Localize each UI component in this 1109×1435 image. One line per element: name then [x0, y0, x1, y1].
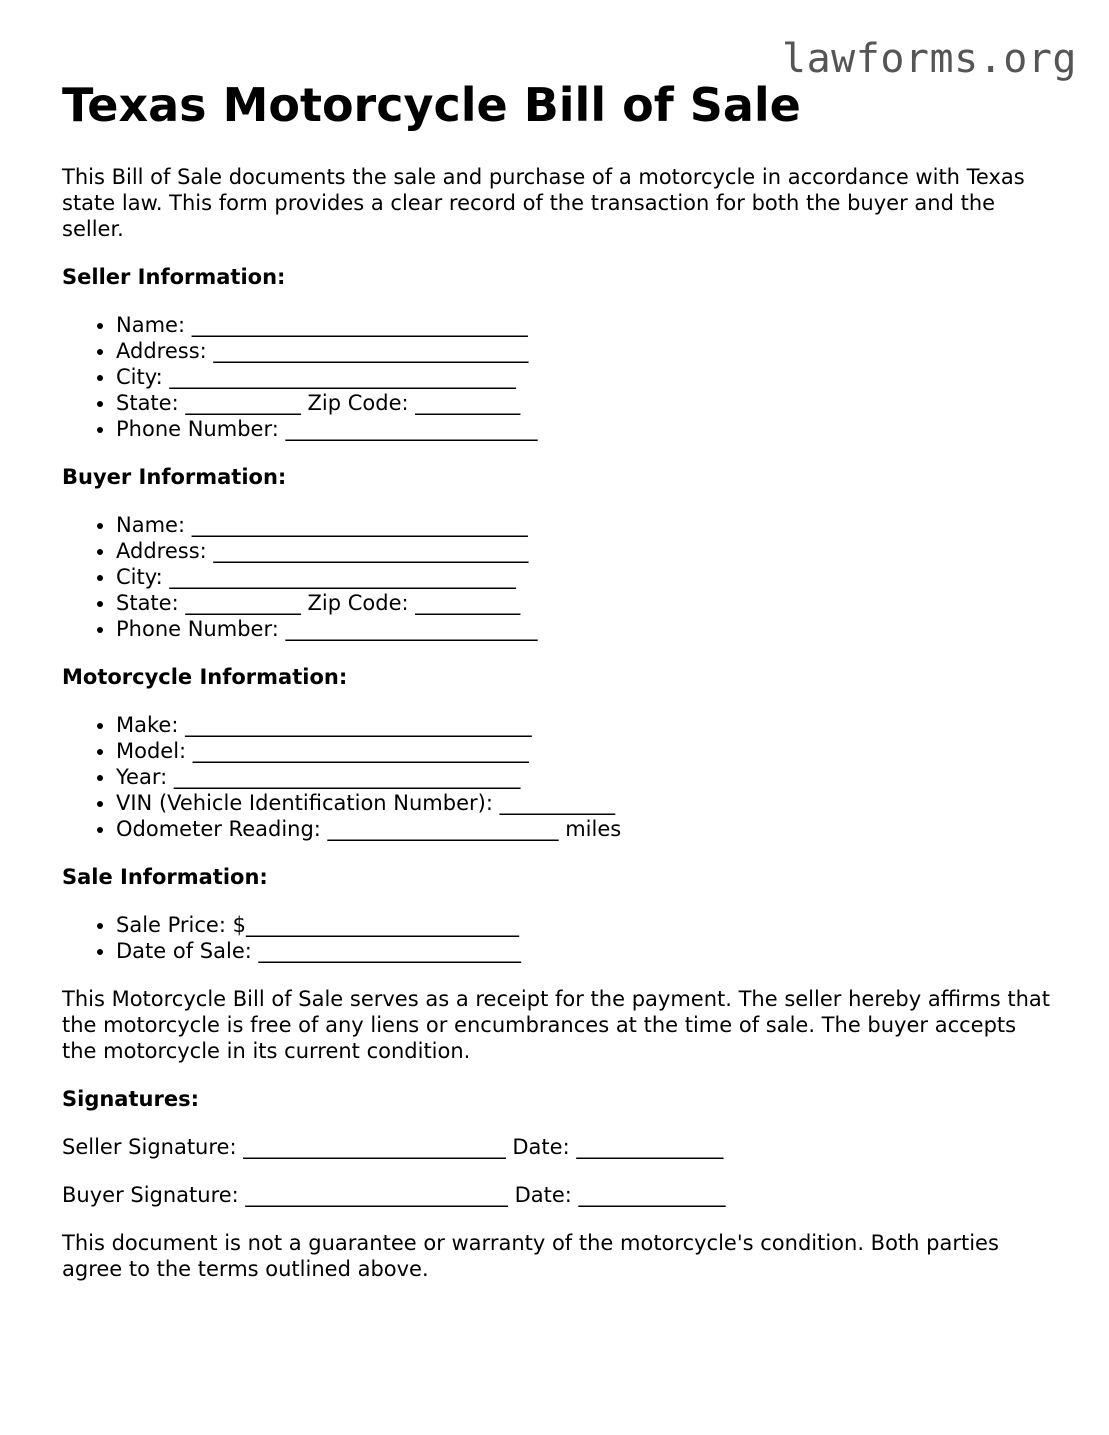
- seller-address-field: • Address: ______________________________: [116, 338, 1052, 364]
- sale-price-field: • Sale Price: $__________________________: [116, 912, 1052, 938]
- motorcycle-year-field: • Year: _________________________________: [116, 764, 1052, 790]
- seller-city-field: • City: _________________________________: [116, 364, 1052, 390]
- seller-section-heading: Seller Information:: [62, 265, 286, 289]
- motorcycle-make-field: • Make: _________________________________: [116, 712, 1052, 738]
- motorcycle-section-heading: Motorcycle Information:: [62, 665, 348, 689]
- sale-section-heading: Sale Information:: [62, 865, 268, 889]
- buyer-city-field: • City: _________________________________: [116, 564, 1052, 590]
- buyer-phone-field: • Phone Number: ________________________: [116, 616, 1052, 642]
- page-title: Texas Motorcycle Bill of Sale: [62, 78, 801, 132]
- disclaimer-paragraph: This document is not a guarantee or warranty of the motorcycle's condition. Both parties agree to the terms outlined above.: [62, 1231, 999, 1281]
- receipt-paragraph: This Motorcycle Bill of Sale serves as a receipt for the payment. The seller hereby affirms that the motorcycle is free of any liens or encumbrances at the time of sale. The buyer accepts the motorcycle in its current condition.: [62, 987, 1050, 1063]
- buyer-address-field: • Address: ______________________________: [116, 538, 1052, 564]
- signatures-section-heading: Signatures:: [62, 1087, 199, 1111]
- sale-fields-list: [62, 912, 1052, 964]
- seller-signature-line: Seller Signature: _________________________ Date: ______________: [62, 1135, 724, 1159]
- seller-phone-field: • Phone Number: ________________________: [116, 416, 1052, 442]
- buyer-name-field: • Name: ________________________________: [116, 512, 1052, 538]
- buyer-section-heading: Buyer Information:: [62, 465, 287, 489]
- motorcycle-model-field: • Model: ________________________________: [116, 738, 1052, 764]
- seller-name-field: • Name: ________________________________: [116, 312, 1052, 338]
- document-body: [62, 76, 1052, 1282]
- buyer-fields-list: [62, 512, 1052, 642]
- buyer-state-zip-field: • State: ___________ Zip Code: __________: [116, 590, 1052, 616]
- motorcycle-vin-field: • VIN (Vehicle Identification Number): ___________: [116, 790, 1052, 816]
- seller-fields-list: [62, 312, 1052, 442]
- intro-paragraph: This Bill of Sale documents the sale and purchase of a motorcycle in accordance with Texas state law. This form provides a clear record of the transaction for both the buyer and the seller.: [62, 165, 1025, 241]
- motorcycle-fields-list: [62, 712, 1052, 842]
- buyer-signature-line: Buyer Signature: _________________________ Date: ______________: [62, 1183, 726, 1207]
- watermark-logo: lawforms.org: [782, 36, 1077, 82]
- sale-date-field: • Date of Sale: _________________________: [116, 938, 1052, 964]
- seller-state-zip-field: • State: ___________ Zip Code: __________: [116, 390, 1052, 416]
- motorcycle-odometer-field: • Odometer Reading: ______________________ miles: [116, 816, 1052, 842]
